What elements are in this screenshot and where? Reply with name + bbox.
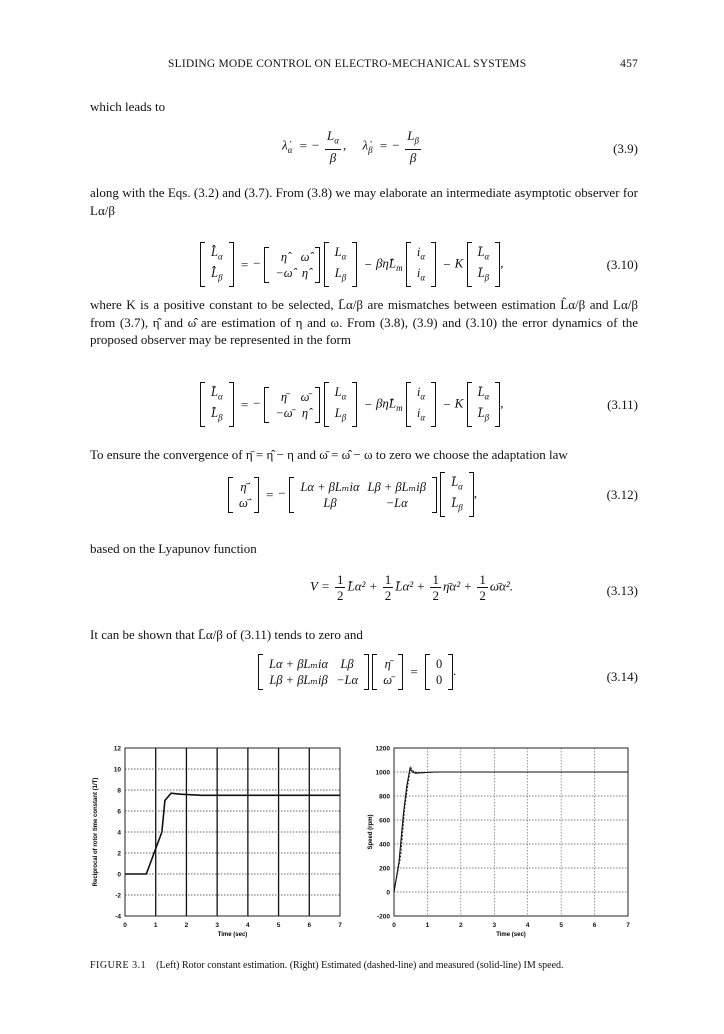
equation-3-14-body: Lα + βLₘiα Lβ Lβ + βLₘiβ −Lα η̄ ω̄ = 0 0 . bbox=[258, 656, 456, 688]
x-tick-label: 4 bbox=[525, 922, 530, 929]
y-tick-label: 200 bbox=[379, 865, 390, 873]
x-tick-label: 0 bbox=[123, 922, 127, 929]
paragraph-1: which leads to bbox=[90, 99, 166, 114]
figure-right-speed-plot bbox=[360, 740, 640, 950]
equation-3-11 bbox=[90, 384, 638, 428]
x-tick-label: 5 bbox=[559, 922, 563, 929]
equation-3-9 bbox=[90, 128, 638, 172]
equation-3-12-body: η̄̇ ω̄̇ = − Lα + βLₘiα Lβ + βLₘiβ Lβ −Lα $L̄_\alpha$ $L̄_\beta$ , bbox=[228, 474, 477, 515]
figure-label: FIGURE 3.1 bbox=[90, 960, 147, 971]
paragraph-6: It can be shown that L̄α/β of (3.11) tends to zero and bbox=[90, 627, 363, 642]
x-tick-label: 7 bbox=[338, 922, 342, 929]
y-tick-label: 8 bbox=[117, 787, 121, 795]
plot-frame bbox=[394, 748, 628, 916]
y-tick-label: 0 bbox=[117, 871, 121, 879]
y-tick-label: 1200 bbox=[375, 745, 390, 753]
x-tick-label: 1 bbox=[153, 922, 158, 929]
series-line-1 bbox=[394, 768, 628, 892]
x-axis-label: Time (sec) bbox=[217, 932, 248, 938]
y-tick-label: 6 bbox=[117, 808, 121, 816]
equation-3-14 bbox=[90, 656, 638, 700]
equation-3-10 bbox=[90, 244, 638, 288]
x-tick-label: 5 bbox=[276, 922, 281, 929]
equation-number-3-10: (3.10) bbox=[606, 257, 638, 272]
x-tick-label: 3 bbox=[492, 922, 497, 929]
y-tick-label: 600 bbox=[379, 817, 390, 825]
running-title: SLIDING MODE CONTROL ON ELECTRO-MECHANICAL SYSTEMS bbox=[168, 58, 527, 70]
equation-3-13 bbox=[90, 572, 638, 612]
x-tick-label: 6 bbox=[592, 922, 597, 929]
y-tick-label: 0 bbox=[386, 889, 390, 897]
plot-frame bbox=[125, 748, 340, 916]
paragraph-2: along with the Eqs. (3.2) and (3.7). From (3.8) we may elaborate an intermediate asymptotic observer for Lα/β bbox=[90, 185, 638, 218]
y-tick-label: 10 bbox=[113, 766, 121, 774]
y-tick-label: 2 bbox=[117, 850, 121, 858]
y-tick-label: 1000 bbox=[375, 769, 390, 777]
series-line-2 bbox=[394, 767, 628, 892]
x-tick-label: 0 bbox=[392, 922, 396, 929]
equation-number-3-12: (3.12) bbox=[606, 487, 638, 502]
equation-3-12 bbox=[90, 474, 638, 518]
paragraph-3: where K is a positive constant to be selected, L̄α/β are mismatches between estimation L̂α/β and Lα/β from (3.7), η̂ and ω̂ are estimation of η and ω. From (3.8), (3.9) and (3.10) the error dynamics of the proposed observer may be represented in the form bbox=[90, 297, 638, 347]
x-tick-label: 6 bbox=[307, 922, 312, 929]
equation-number-3-11: (3.11) bbox=[607, 397, 638, 412]
x-axis-label: Time (sec) bbox=[496, 932, 526, 938]
figure-caption bbox=[90, 960, 650, 971]
y-tick-label: -4 bbox=[115, 913, 121, 921]
x-tick-label: 2 bbox=[459, 922, 463, 929]
equation-number-3-13: (3.13) bbox=[606, 583, 638, 598]
y-axis-label: Speed (rpm) bbox=[368, 814, 374, 850]
equation-number-3-9: (3.9) bbox=[613, 141, 638, 156]
y-tick-label: 4 bbox=[117, 829, 121, 837]
x-tick-label: 1 bbox=[425, 922, 430, 929]
x-tick-label: 2 bbox=[184, 922, 189, 929]
equation-3-11-body: $L̄̇_\alpha$ $L̄̇_\beta$ = − η̄ ω̄ −ω̄ η̂ $L_\alpha$ $L_\beta$ − $\beta\etâL_m$ $i_\alpha$ $i_\alpha$ − K $L̄_\alpha$ $L̄_\beta$ , bbox=[200, 384, 504, 425]
y-tick-label: -2 bbox=[115, 892, 121, 900]
y-tick-label: -200 bbox=[376, 913, 390, 921]
y-tick-label: 12 bbox=[113, 745, 121, 753]
figure-left-rotor-constant-plot bbox=[85, 740, 355, 950]
equation-3-9-body: $\lambdȧ_\alpha$ = − $\frac{L_\alpha}{\beta}$ , $\lambdȧ_\beta$ = − $\frac{L_\beta}{\beta}$ bbox=[282, 128, 419, 165]
paragraph-5: based on the Lyapunov function bbox=[90, 541, 257, 556]
x-tick-label: 7 bbox=[626, 922, 630, 929]
x-tick-label: 3 bbox=[215, 922, 219, 929]
figure-caption-text: (Left) Rotor constant estimation. (Right) Estimated (dashed-line) and measured (solid-line) IM speed. bbox=[156, 960, 564, 971]
equation-3-13-body: V = $\frac{1}{2}$ L̄α² + $\frac{1}{2}$ L̄α² + $\frac{1}{2}$ η̄α² + $\frac{1}{2}$ ω̄α². bbox=[310, 572, 514, 603]
equation-number-3-14: (3.14) bbox=[606, 669, 638, 684]
running-header bbox=[90, 58, 638, 74]
y-axis-label: Reciprocal of rotor time constant (1/T) bbox=[93, 777, 99, 887]
equation-3-10-body: $L̂̇_\alpha$ $L̂̇_\beta$ = − η̂ ω̂ −ω̂ η̂ $L_\alpha$ $L_\beta$ − $\beta\etâL_m$ $i_\alpha$ $i_\alpha$ − K $L̄_\alpha$ $L̄_\beta$ , bbox=[200, 244, 504, 285]
y-tick-label: 400 bbox=[379, 841, 390, 849]
y-tick-label: 800 bbox=[379, 793, 390, 801]
x-tick-label: 4 bbox=[246, 922, 250, 929]
page-number: 457 bbox=[620, 58, 638, 70]
series-line-1 bbox=[125, 793, 340, 874]
paragraph-4: To ensure the convergence of η̄ = η̂ − η and ω̄ = ω̂ − ω to zero we choose the adaptation law bbox=[90, 447, 568, 462]
